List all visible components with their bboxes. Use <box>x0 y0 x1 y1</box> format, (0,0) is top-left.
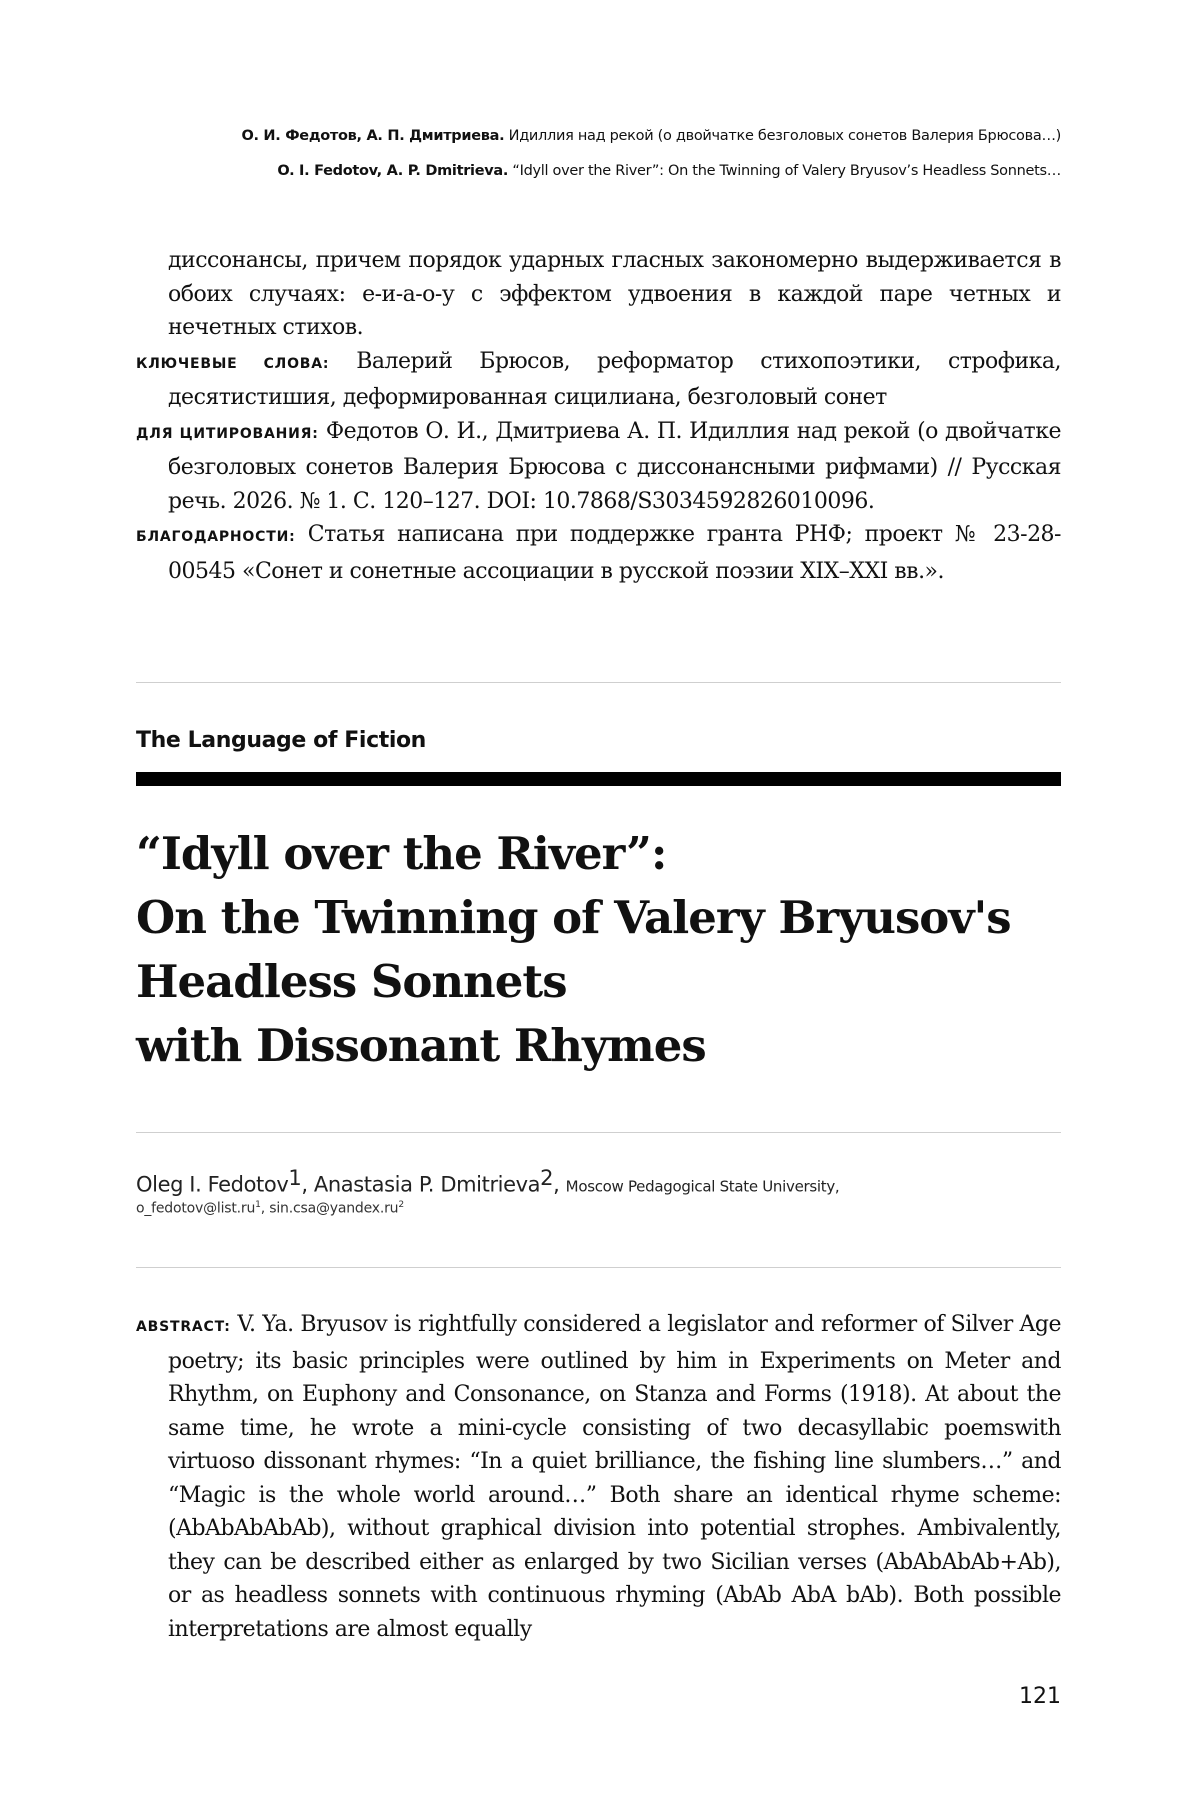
russian-metadata-block <box>136 244 1061 588</box>
page-number: 121 <box>1019 1684 1061 1709</box>
divider <box>136 1267 1061 1268</box>
abstract-label: ABSTRACT: <box>136 1319 231 1335</box>
abstract-text: V. Ya. Bryusov is rightfully considered a legislator and reformer of Silver Age poetry; its basic principles were outlined by him in Experiments on Meter and Rhythm, on Euphony and Consonance, on Stanza and Forms (1918). At about the same time, he wrote a mini-cycle consisting of two decasyllabic poemswith virtuoso dissonant rhymes: “In a quiet brilliance, the fishing line slumbers…” and “Magic is the whole world around…” Both share an identical rhyme scheme: (AbAbAbAbAb), without graphical division into potential strophes. Ambivalently, they can be described either as enlarged by two Sicilian verses (AbAbAbAb+Ab), or as headless sonnets with continuous rhyming (AbAb AbA bAb). Both possible interpretations are almost equally <box>168 1312 1061 1642</box>
article-title-line: Headless Sonnets <box>136 955 567 1008</box>
email-mark: 1 <box>255 1200 261 1211</box>
running-head-english <box>277 163 1061 179</box>
email-line: $o\_fedotov@list.ru^1$, $\sin.csa@yandex.ru^2$ <box>136 1200 404 1217</box>
acknowledgments-label: БЛАГОДАРНОСТИ: <box>136 529 296 545</box>
article-title-line: “Idyll over the River”: <box>136 827 667 880</box>
running-head-en-title: “Idyll over the River”: On the Twinning of Valery Bryusov’s Headless Sonnets… <box>512 163 1061 179</box>
journal-page <box>136 0 1061 1801</box>
section-title: The Language of Fiction <box>136 728 426 753</box>
email-mark: 2 <box>398 1200 404 1211</box>
keywords-paragraph <box>136 345 1061 415</box>
running-head-en-authors: O. I. Fedotov, A. P. Dmitrieva. <box>277 163 509 179</box>
authors-block <box>136 1166 1061 1217</box>
article-title-line: On the Twinning of Valery Bryusov's <box>136 891 1011 944</box>
keywords-text: Валерий Брюсов, реформатор стихопоэтики, строфика, десятистишия, деформированная сицилиана, безголовый сонет <box>168 348 1062 410</box>
section-rule <box>136 772 1061 786</box>
acknowledgments-text: Статья написана при поддержке гранта РНФ; проект № 23-28-00545 «Сонет и сонетные ассоциации в русской поэзии XIX–XXI вв.». <box>168 522 1061 584</box>
divider <box>136 1132 1061 1133</box>
author-affiliation-mark: 2 <box>540 1166 554 1190</box>
divider <box>136 682 1061 683</box>
citation-label: ДЛЯ ЦИТИРОВАНИЯ: <box>136 425 319 442</box>
article-title <box>136 822 1061 1078</box>
abstract-paragraph <box>136 1308 1061 1646</box>
running-head-ru-authors: О. И. Федотов, А. П. Дмитриева. <box>241 128 505 144</box>
running-head-russian <box>241 128 1061 144</box>
keywords-label: КЛЮЧЕВЫЕ СЛОВА: <box>136 355 330 372</box>
russian-abstract-continuation: диссонансы, причем порядок ударных гласных закономерно выдерживается в обоих случаях: е-и-а-о-у с эффектом удвоения в каждой паре четных и нечетных стихов. <box>168 248 1061 340</box>
author-line: Oleg I. Fedotov$^1$, Anastasia P. Dmitrieva$^2$, Moscow Pedagogical State University, <box>136 1166 840 1197</box>
citation-text: Федотов О. И., Дмитриева А. П. Идиллия над рекой (о двойчатке безголовых сонетов Валерия Брюсова с диссонансными рифмами) // Русская речь. 2026. № 1. С. 120–127. DOI: 10.7868/S3034592826010096. <box>168 418 1061 514</box>
affiliation: Moscow Pedagogical State University, <box>565 1177 840 1196</box>
author-email[interactable]: sin.csa@yandex.ru <box>269 1200 399 1217</box>
abstract-block <box>136 1308 1061 1646</box>
author-email[interactable]: o_fedotov@list.ru <box>136 1200 256 1217</box>
author-name: Oleg I. Fedotov <box>136 1172 289 1197</box>
citation-paragraph <box>136 415 1061 519</box>
running-head-ru-title: Идиллия над рекой (о двойчатке безголовых сонетов Валерия Брюсова…) <box>508 128 1061 144</box>
acknowledgments-paragraph <box>136 518 1061 588</box>
article-title-line: with Dissonant Rhymes <box>136 1019 706 1072</box>
author-affiliation-mark: 1 <box>288 1166 302 1190</box>
author-name: Anastasia P. Dmitrieva <box>313 1172 541 1197</box>
